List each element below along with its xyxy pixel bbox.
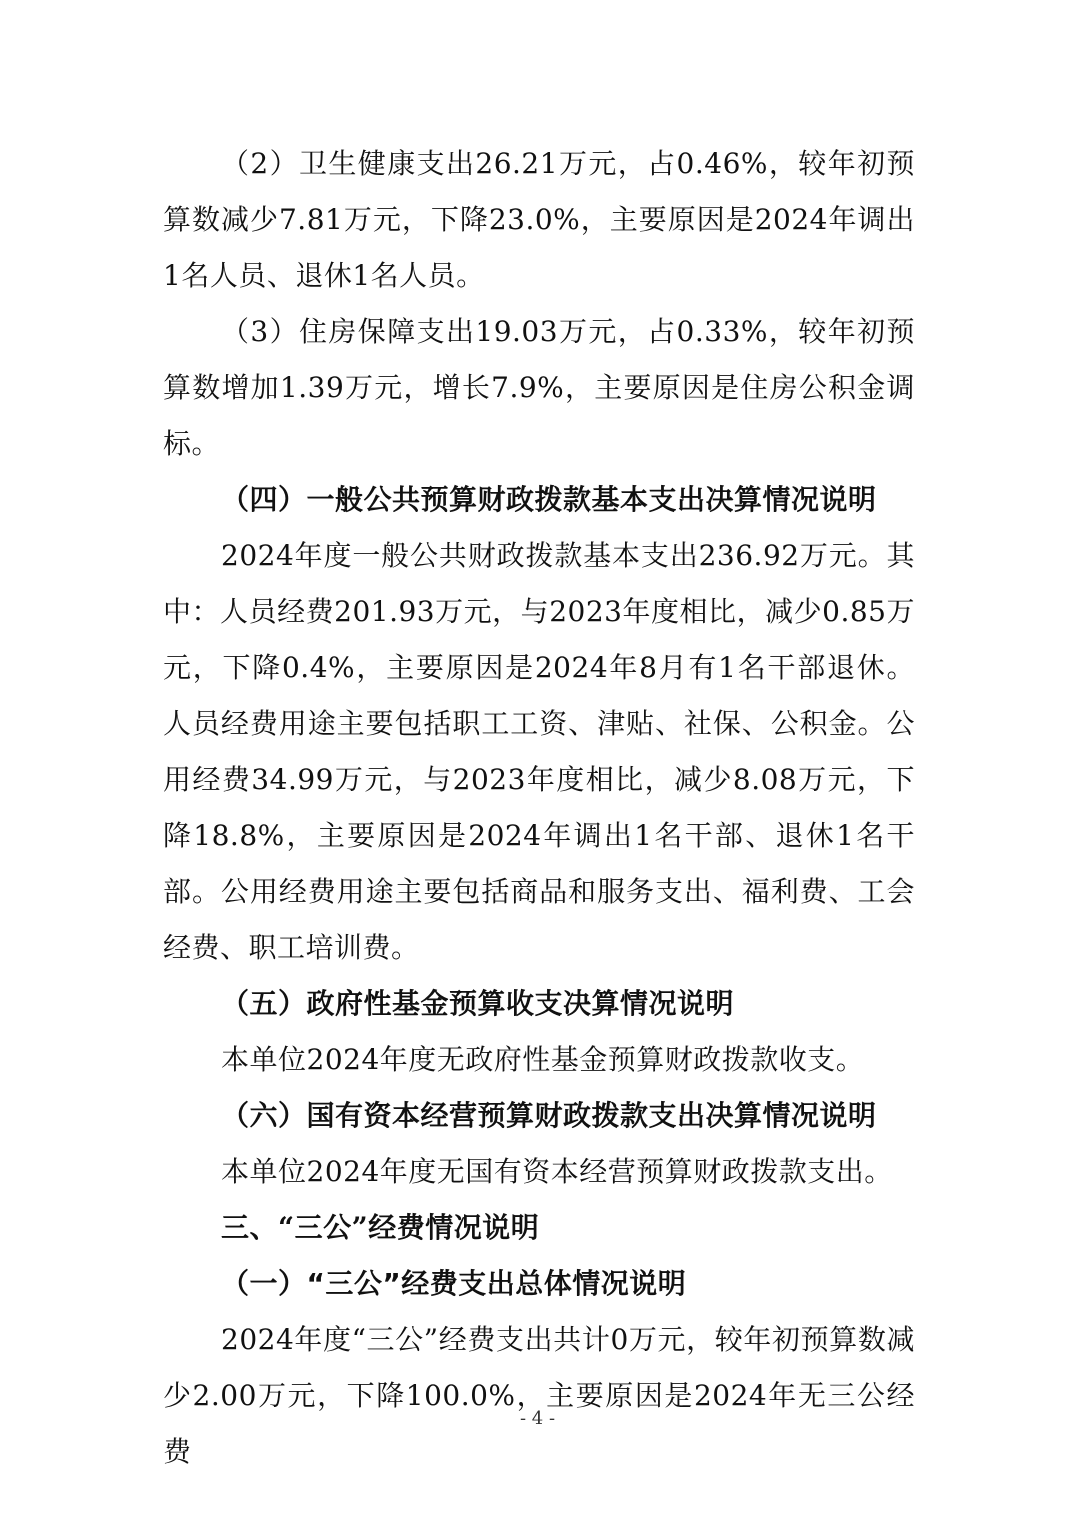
section-heading-government-fund: （五）政府性基金预算收支决算情况说明 <box>221 987 735 1020</box>
paragraph-housing-expenditure: （3）住房保障支出19.03万元，占0.33%，较年初预算数增加1.39万元，增长7.9%，主要原因是住房公积金调标。 <box>163 315 915 460</box>
page-number: - 4 - <box>519 1408 556 1429</box>
paragraph-health-expenditure: （2）卫生健康支出26.21万元，占0.46%，较年初预算数减少7.81万元，下降23.0%，主要原因是2024年调出1名人员、退休1名人员。 <box>163 147 915 292</box>
paragraph-three-public-overall: 2024年度“三公”经费支出共计0万元，较年初预算数减少2.00万元，下降100.0%，主要原因是2024年无三公经费 <box>163 1323 915 1468</box>
subsection-heading-three-public-overall: （一）“三公”经费支出总体情况说明 <box>221 1267 687 1300</box>
paragraph-state-capital: 本单位2024年度无国有资本经营预算财政拨款支出。 <box>221 1155 893 1188</box>
paragraph-basic-expenditure: 2024年度一般公共财政拨款基本支出236.92万元。其中：人员经费201.93万元，与2023年度相比，减少0.85万元，下降0.4%，主要原因是2024年8月有1名干部退休。人员经费用途主要包括职工工资、津贴、社保、公积金。公用经费34.99万元，与2023年度相比，减少8.08万元，下降18.8%，主要原因是2024年调出1名干部、退休1名干部。公用经费用途主要包括商品和服务支出、福利费、工会经费、职工培训费。 <box>163 539 915 964</box>
section-heading-basic-expenditure: （四）一般公共预算财政拨款基本支出决算情况说明 <box>221 483 877 516</box>
document-body <box>163 136 915 1480</box>
section-heading-state-capital: （六）国有资本经营预算财政拨款支出决算情况说明 <box>221 1099 877 1132</box>
section-heading-three-public: 三、“三公”经费情况说明 <box>221 1211 540 1244</box>
paragraph-government-fund: 本单位2024年度无政府性基金预算财政拨款收支。 <box>221 1043 865 1076</box>
